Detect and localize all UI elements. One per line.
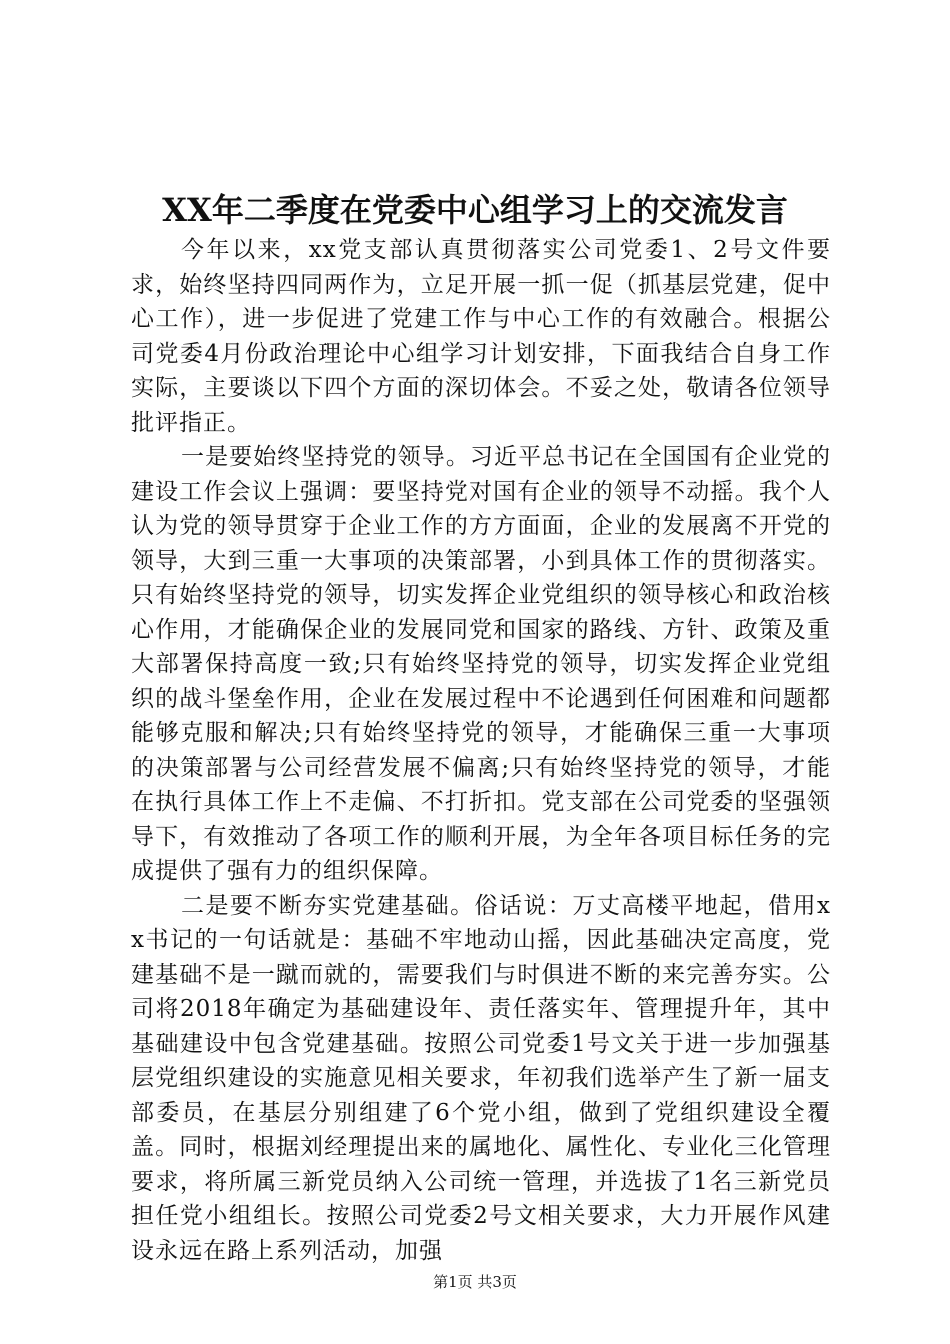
document-body <box>131 233 831 1268</box>
paragraph-party-leadership: 一是要始终坚持党的领导。习近平总书记在全国国有企业党的建设工作会议上强调：要坚持党对国有企业的领导不动摇。我个人认为党的领导贯穿于企业工作的方方面面，企业的发展离不开党的领导，大到三重一大事项的决策部署，小到具体工作的贯彻落实。只有始终坚持党的领导，切实发挥企业党组织的领导核心和政治核心作用，才能确保企业的发展同党和国家的路线、方针、政策及重大部署保持高度一致;只有始终坚持党的领导，切实发挥企业党组织的战斗堡垒作用，企业在发展过程中不论遇到任何困难和问题都能够克服和解决;只有始终坚持党的领导，才能确保三重一大事项的决策部署与公司经营发展不偏离;只有始终坚持党的领导，才能在执行具体工作上不走偏、不打折扣。党支部在公司党委的坚强领导下，有效推动了各项工作的顺利开展，为全年各项目标任务的完成提供了强有力的组织保障。 <box>131 444 831 884</box>
paragraph-party-foundation: 二是要不断夯实党建基础。俗话说：万丈高楼平地起，借用xx书记的一句话就是：基础不牢地动山摇，因此基础决定高度，党建基础不是一蹴而就的，需要我们与时俱进不断的来完善夯实。公司将2018年确定为基础建设年、责任落实年、管理提升年，其中基础建设中包含党建基础。按照公司党委1号文关于进一步加强基层党组织建设的实施意见相关要求，年初我们选举产生了新一届支部委员，在基层分别组建了6个党小组，做到了党组织建设全覆盖。同时，根据刘经理提出来的属地化、属性化、专业化三化管理要求，将所属三新党员纳入公司统一管理，并选拔了1名三新党员担任党小组组长。按照公司党委2号文相关要求，大力开展作风建设永远在路上系列活动，加强 <box>131 892 831 1264</box>
document-title: XX年二季度在党委中心组学习上的交流发言 <box>162 191 788 229</box>
page-number-footer: 第1页 共3页 <box>433 1273 517 1291</box>
paragraph-intro: 今年以来，xx党支部认真贯彻落实公司党委1、2号文件要求，始终坚持四同两作为，立足开展一抓一促（抓基层党建，促中心工作），进一步促进了党建工作与中心工作的有效融合。根据公司党委4月份政治理论中心组学习计划安排，下面我结合自身工作实际，主要谈以下四个方面的深切体会。不妥之处，敬请各位领导批评指正。 <box>131 237 831 436</box>
